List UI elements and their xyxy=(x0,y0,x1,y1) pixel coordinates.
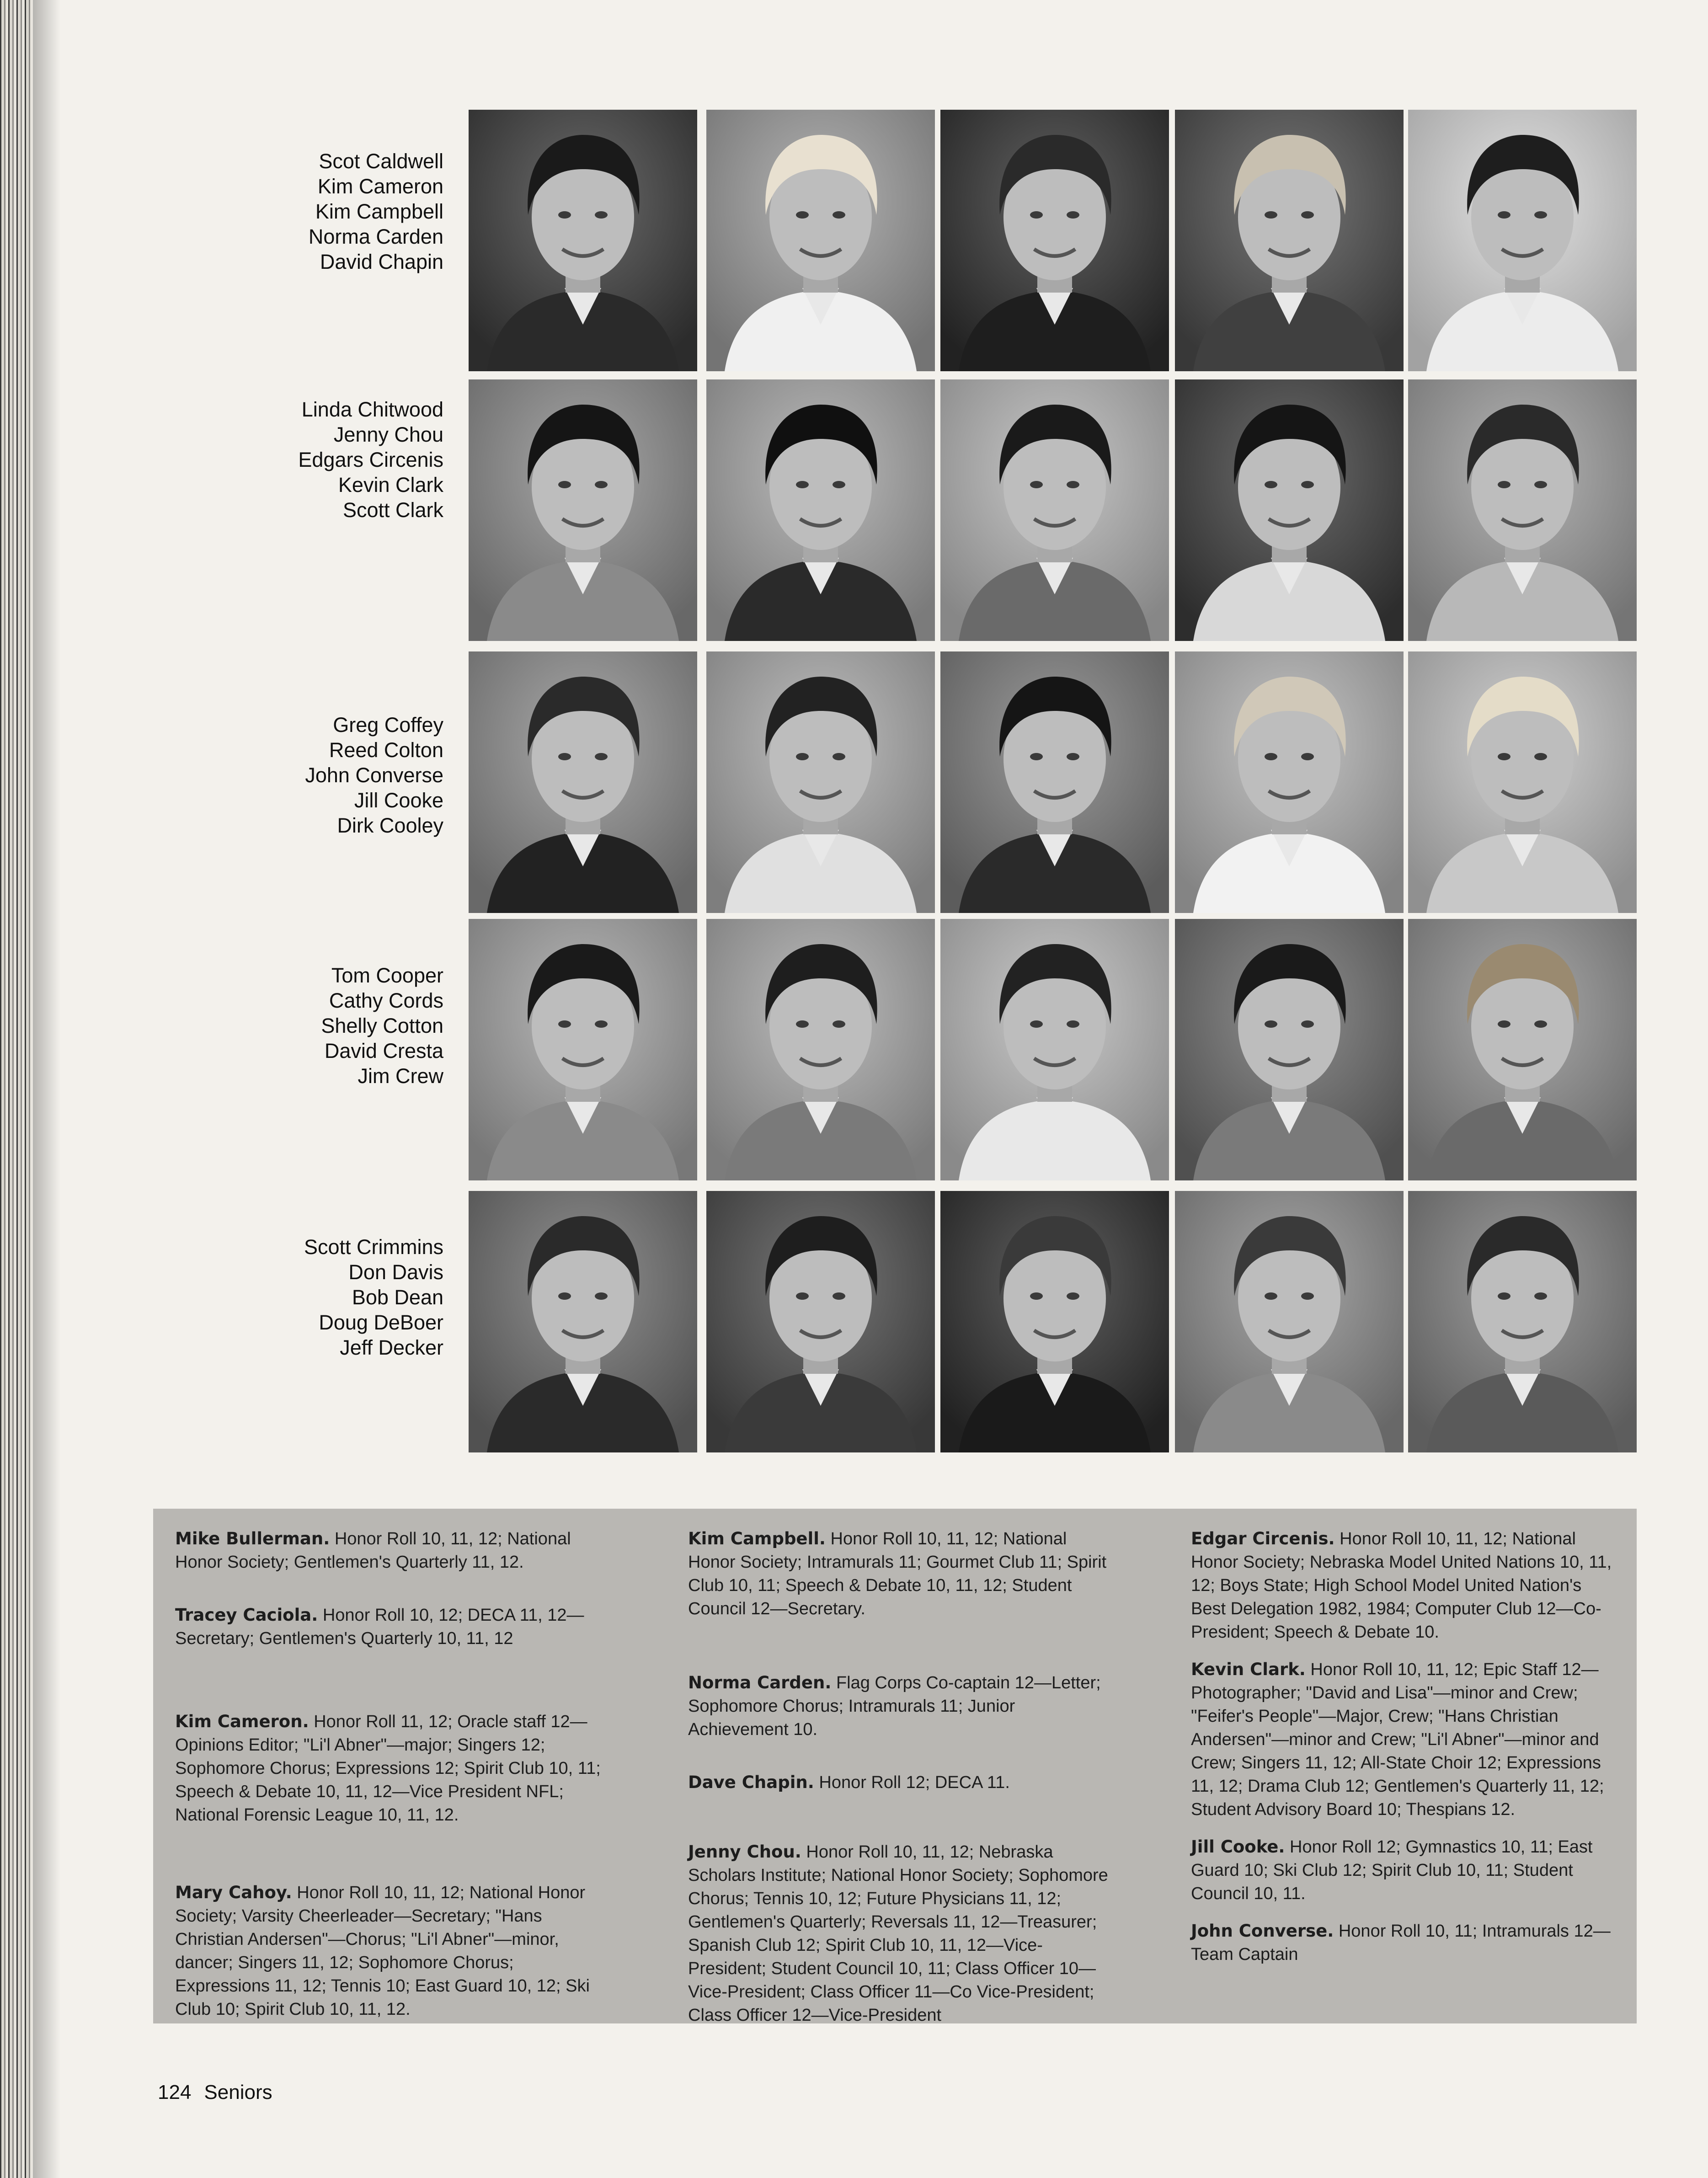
portrait-photo xyxy=(940,379,1169,641)
bio-text: Honor Roll 10, 11, 12; National Honor Society; Nebraska Model United Nations 10, 11, 12; Boys State; High School Model United Nation's Best Delegation 1982, 1984; Computer Club 12—Co-President; Speech & Debate 10. xyxy=(1191,1529,1612,1642)
portrait-photo xyxy=(469,379,697,641)
name-label: Linda Chitwood xyxy=(301,398,443,421)
portrait-photo xyxy=(469,110,697,371)
name-label: Reed Colton xyxy=(329,738,443,762)
row-3-names xyxy=(174,712,443,838)
bio-entry xyxy=(1191,1527,1618,1644)
name-label: Bob Dean xyxy=(352,1286,443,1309)
bio-name: Edgar Circenis. xyxy=(1191,1529,1335,1548)
bio-entry xyxy=(175,1603,605,1650)
name-label: Cathy Cords xyxy=(329,989,443,1012)
gutter-shadow xyxy=(33,0,60,2178)
bio-text: Honor Roll 10, 11, 12; Epic Staff 12—Photographer; "David and Lisa"—minor and Crew; "Feifer's People"—Major, Crew; "Hans Christian Andersen"—minor and Crew; "Li'l Abner"—minor and Crew; Singers 11, 12; All-State Choir 12; Expressions 11, 12; Drama Club 12; Gentlemen's Quarterly 11, 12; Student Advisory Board 10; Thespians 12. xyxy=(1191,1660,1604,1819)
portrait-photo xyxy=(1175,110,1404,371)
name-label: Shelly Cotton xyxy=(321,1014,443,1037)
row-5-names xyxy=(174,1234,443,1360)
name-label: Jill Cooke xyxy=(354,789,443,812)
bio-name: Jenny Chou. xyxy=(688,1842,801,1862)
bio-name: Tracey Caciola. xyxy=(175,1605,318,1625)
bio-entry xyxy=(688,1671,1116,1741)
bio-entry xyxy=(688,1771,1116,1794)
bio-name: Kevin Clark. xyxy=(1191,1660,1306,1679)
portrait-photo xyxy=(1408,110,1637,371)
bio-text: Honor Roll 10, 11, 12; National Honor Society; Varsity Cheerleader—Secretary; "Hans Christian Andersen"—Chorus; "Li'l Abner"—minor, dancer; Singers 11, 12; Sophomore Chorus; Expressions 11, 12; Tennis 10; East Guard 10, 12; Ski Club 10; Spirit Club 10, 11, 12. xyxy=(175,1883,590,2019)
bio-name: Mike Bullerman. xyxy=(175,1529,330,1548)
bio-entry xyxy=(1191,1919,1618,1966)
portrait-photo xyxy=(469,1191,697,1452)
name-label: Jenny Chou xyxy=(333,423,443,446)
bio-entry xyxy=(688,1527,1116,1621)
portrait-photo xyxy=(1175,919,1404,1180)
name-label: Scott Crimmins xyxy=(304,1235,443,1259)
bio-entry xyxy=(175,1710,605,1827)
bio-column-2 xyxy=(688,1527,1116,2056)
portrait-photo xyxy=(1408,651,1637,913)
name-label: Scot Caldwell xyxy=(319,149,443,173)
name-label: John Converse xyxy=(305,763,443,787)
portrait-photo xyxy=(1175,379,1404,641)
bio-text: Honor Roll 12; DECA 11. xyxy=(819,1773,1010,1792)
bio-column-1 xyxy=(175,1527,605,2050)
name-label: Norma Carden xyxy=(308,225,443,248)
portrait-photo xyxy=(1408,1191,1637,1452)
portrait-photo xyxy=(1408,919,1637,1180)
row-1-names xyxy=(174,149,443,274)
bio-text: Honor Roll 10, 11, 12; Nebraska Scholars Institute; National Honor Society; Sophomore Chorus; Tennis 10, 12; Future Physicians 11, 12; Gentlemen's Quarterly; Reversals 11, 12—Treasurer; Spanish Club 12; Spirit Club 10, 11, 12—Vice-President; Student Council 10, 11; Class Officer 10—Vice-President; Class Officer 11—Co Vice-President; Class Officer 12—Vice-President xyxy=(688,1842,1108,2025)
name-label: David Chapin xyxy=(320,250,443,273)
page-footer xyxy=(158,2081,285,2104)
bio-name: Norma Carden. xyxy=(688,1673,832,1692)
name-label: Doug DeBoer xyxy=(319,1311,443,1334)
portrait-photo xyxy=(940,919,1169,1180)
bio-entry xyxy=(1191,1835,1618,1906)
bio-column-3 xyxy=(1191,1527,1618,1996)
portrait-photo xyxy=(940,110,1169,371)
portrait-photo xyxy=(706,651,935,913)
portrait-photo xyxy=(940,651,1169,913)
name-label: Jeff Decker xyxy=(340,1336,443,1359)
bio-text: Honor Roll 10, 11, 12; National Honor Society; Intramurals 11; Gourmet Club 11; Spirit Club 10, 11; Speech & Debate 10, 11, 12; Student Council 12—Secretary. xyxy=(688,1529,1107,1618)
bio-text: Honor Roll 10, 11, 12; National Honor Society; Gentlemen's Quarterly 11, 12. xyxy=(175,1529,571,1572)
name-label: Jim Crew xyxy=(358,1064,443,1088)
name-label: Edgars Circenis xyxy=(298,448,443,471)
name-label: Scott Clark xyxy=(342,498,443,522)
portrait-photo xyxy=(706,1191,935,1452)
portrait-photo xyxy=(706,379,935,641)
page-number: 124 xyxy=(158,2081,192,2103)
bio-entry xyxy=(688,1840,1116,2027)
bio-name: Mary Cahoy. xyxy=(175,1883,292,1902)
name-label: Tom Cooper xyxy=(331,964,443,987)
portrait-photo xyxy=(469,651,697,913)
name-label: Greg Coffey xyxy=(333,713,443,737)
name-label: Dirk Cooley xyxy=(337,814,443,837)
row-4-names xyxy=(174,963,443,1089)
portrait-photo xyxy=(706,919,935,1180)
name-label: Kevin Clark xyxy=(338,473,443,496)
bio-entry xyxy=(1191,1658,1618,1821)
bio-entry xyxy=(175,1881,605,2021)
portrait-photo xyxy=(1175,651,1404,913)
name-label: Kim Campbell xyxy=(315,200,443,223)
bio-entry xyxy=(175,1527,605,1574)
bio-text: Honor Roll 12; Gymnastics 10, 11; East Guard 10; Ski Club 12; Spirit Club 10, 11; Student Council 10, 11. xyxy=(1191,1837,1593,1903)
bio-name: John Converse. xyxy=(1191,1921,1334,1941)
portrait-photo xyxy=(940,1191,1169,1452)
section-title: Seniors xyxy=(204,2081,272,2103)
row-2-names xyxy=(174,397,443,523)
name-label: Kim Cameron xyxy=(317,175,443,198)
bio-name: Kim Cameron. xyxy=(175,1712,309,1731)
bio-text: Honor Roll 10, 11; Intramurals 12—Team Captain xyxy=(1191,1922,1611,1964)
portrait-photo xyxy=(1408,379,1637,641)
bio-name: Dave Chapin. xyxy=(688,1772,814,1792)
bio-text: Honor Roll 11, 12; Oracle staff 12—Opinions Editor; "Li'l Abner"—major; Singers 12; Sophomore Chorus; Expressions 12; Spirit Club 10, 11; Speech & Debate 10, 11, 12—Vice President NFL; National Forensic League 10, 11, 12. xyxy=(175,1712,601,1825)
bio-text: Flag Corps Co-captain 12—Letter; Sophomore Chorus; Intramurals 11; Junior Achievement 10. xyxy=(688,1673,1101,1739)
portrait-photo xyxy=(469,919,697,1180)
name-label: Don Davis xyxy=(348,1260,443,1284)
portrait-photo xyxy=(706,110,935,371)
bio-text: Honor Roll 10, 12; DECA 11, 12—Secretary; Gentlemen's Quarterly 10, 11, 12 xyxy=(175,1606,584,1648)
bio-name: Kim Campbell. xyxy=(688,1529,826,1548)
book-binding-edge xyxy=(0,0,33,2178)
portrait-photo xyxy=(1175,1191,1404,1452)
bio-name: Jill Cooke. xyxy=(1191,1837,1285,1857)
name-label: David Cresta xyxy=(324,1039,443,1062)
